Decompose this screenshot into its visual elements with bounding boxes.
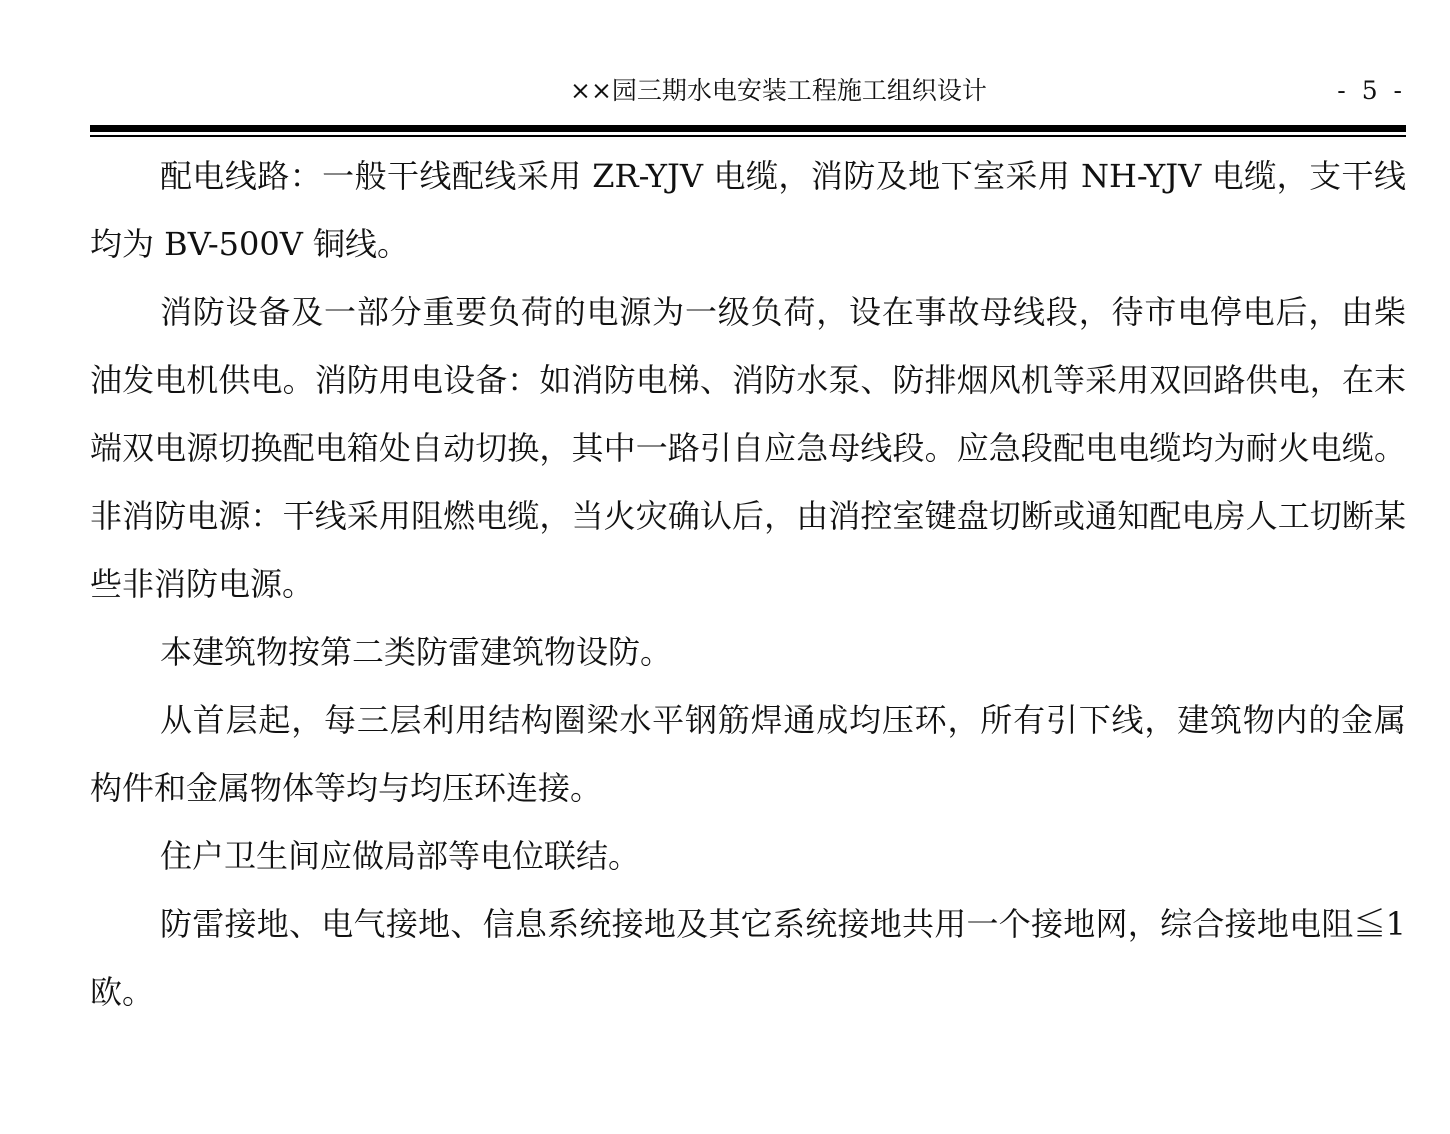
header-rule-thick xyxy=(90,125,1406,132)
paragraph-equipotential-bonding: 住户卫生间应做局部等电位联结。 xyxy=(160,837,641,875)
header-title: ××园三期水电安装工程施工组织设计 xyxy=(570,76,987,105)
paragraph-grounding: 防雷接地、电气接地、信息系统接地及其它系统接地共用一个接地网，综合接地电阻≦1 欧。 xyxy=(90,905,1406,1011)
header-rule-thin xyxy=(90,135,1406,137)
paragraph-fire-power-supply: 消防设备及一部分重要负荷的电源为一级负荷，设在事故母线段，待市电停电后，由柴油发电机供电。消防用电设备：如消防电梯、消防水泵、防排烟风机等采用双回路供电，在末端双电源切换配电箱处自动切换，其中一路引自应急母线段。应急段配电电缆均为耐火电缆。非消防电源：干线采用阻燃电缆，当火灾确认后，由消控室键盘切断或通知配电房人工切断某些非消防电源。 xyxy=(90,293,1406,603)
paragraph-equalizing-ring: 从首层起，每三层利用结构圈梁水平钢筋焊通成均压环，所有引下线，建筑物内的金属构件和金属物体等均与均压环连接。 xyxy=(90,701,1406,807)
paragraph-distribution-lines: 配电线路：一般干线配线采用 ZR-YJV 电缆，消防及地下室采用 NH-YJV 电缆，支干线均为 BV-500V 铜线。 xyxy=(90,157,1406,263)
body-text xyxy=(90,142,1406,1026)
page-number: - 5 - xyxy=(1337,76,1406,105)
paragraph-lightning-class: 本建筑物按第二类防雷建筑物设防。 xyxy=(160,633,673,671)
page-header xyxy=(90,74,1406,108)
